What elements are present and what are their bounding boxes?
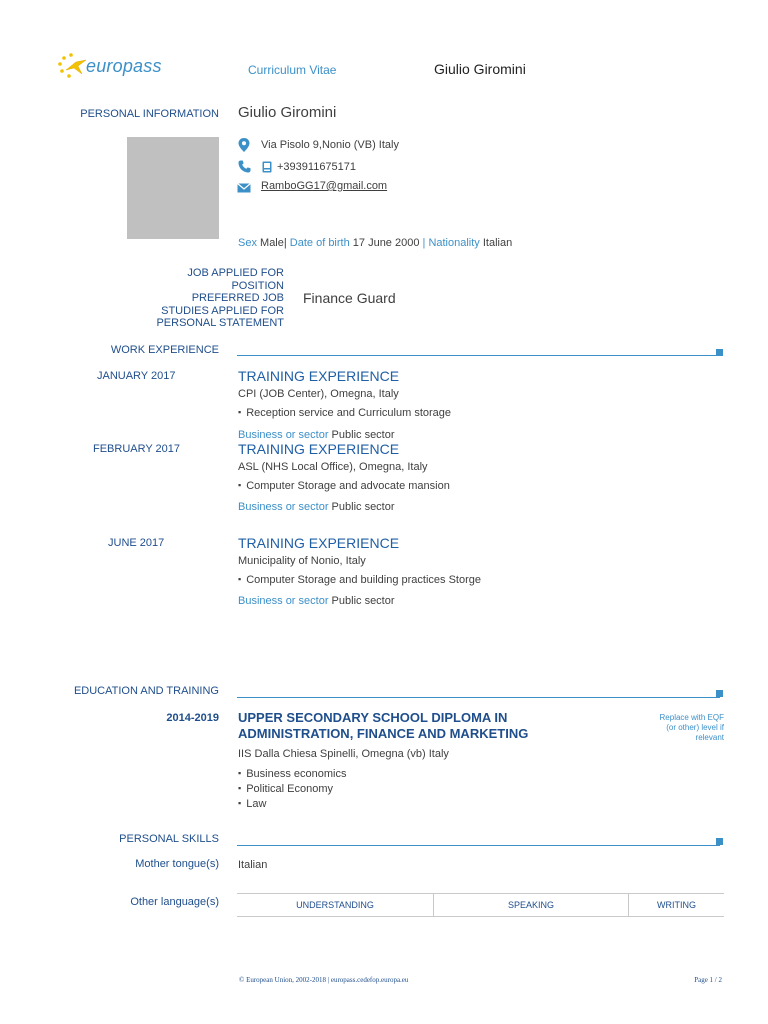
- work-entry-activity: ▪ Computer Storage and advocate mansion: [238, 480, 450, 492]
- personal-statement-label: PERSONAL STATEMENT: [156, 317, 284, 329]
- sex-label: Sex: [238, 237, 257, 249]
- doc-type: Curriculum Vitae: [248, 63, 337, 77]
- education-years: 2014-2019: [166, 712, 219, 724]
- work-experience-label: WORK EXPERIENCE: [110, 344, 219, 356]
- subject-item: ▪ Business economics: [238, 767, 346, 782]
- job-applied-labels: [84, 267, 284, 330]
- separator: |: [422, 237, 426, 249]
- job-applied-label: JOB APPLIED FOR: [187, 267, 284, 279]
- preferred-job-label: PREFERRED JOB: [191, 292, 284, 304]
- personal-details-line: [238, 237, 512, 249]
- personal-skills-label: PERSONAL SKILLS: [119, 833, 219, 845]
- work-entry-sector-line: [238, 501, 395, 513]
- work-entry-title: TRAINING EXPERIENCE: [238, 535, 400, 551]
- eqf-note-line1: Replace with EQF: [659, 713, 724, 722]
- skills-section-rule: [237, 845, 720, 846]
- work-section-rule: [237, 355, 720, 356]
- phone-icon: [238, 160, 251, 173]
- europass-logo: [56, 52, 166, 82]
- understanding-header: UNDERSTANDING: [237, 894, 434, 916]
- work-entry-date: FEBRUARY 2017: [93, 443, 181, 455]
- work-entry-title: TRAINING EXPERIENCE: [238, 441, 400, 457]
- address: Via Pisolo 9,Nonio (VB) Italy: [261, 139, 399, 151]
- footer-copyright: © European Union, 2002-2018 | europass.cedefop.europa.eu: [239, 976, 409, 984]
- education-title: [238, 710, 528, 742]
- eqf-note: [624, 713, 724, 743]
- nationality-label: Nationality: [428, 237, 480, 249]
- education-section-rule: [237, 697, 720, 698]
- other-languages-label: Other language(s): [130, 896, 219, 908]
- school-name: IIS Dalla Chiesa Spinelli, Omegna (vb) Italy: [238, 748, 449, 760]
- eqf-note-line3: relevant: [695, 733, 724, 742]
- subject-item: ▪ Law: [238, 797, 346, 812]
- work-entry-employer: Municipality of Nonio, Italy: [238, 555, 366, 567]
- mobile-icon: [262, 161, 272, 173]
- photo-placeholder: [127, 137, 219, 239]
- skills-section-rule-end: [716, 838, 723, 845]
- phone-number: +393911675171: [277, 161, 357, 173]
- subject-item: ▪ Political Economy: [238, 782, 346, 797]
- email-icon: [237, 183, 251, 193]
- logo-text: europass: [86, 56, 162, 76]
- personal-information-label: PERSONAL INFORMATION: [80, 108, 219, 120]
- business-sector-value: Public sector: [331, 501, 395, 513]
- dob-value: 17 June 2000: [352, 237, 420, 249]
- writing-header: WRITING: [657, 900, 696, 910]
- speaking-header: SPEAKING: [434, 894, 629, 916]
- location-pin-icon: [238, 138, 250, 152]
- work-entry-activity: ▪ Reception service and Curriculum storage: [238, 407, 451, 419]
- sex-value: Male|: [260, 237, 287, 249]
- language-table: [237, 893, 724, 917]
- eqf-note-line2: (or other) level if: [666, 723, 724, 732]
- job-applied-value: Finance Guard: [303, 290, 396, 306]
- work-entry-sector-line: [238, 429, 395, 441]
- personal-name: Giulio Giromini: [238, 104, 337, 121]
- dob-label: Date of birth: [289, 237, 350, 249]
- work-entry-title: TRAINING EXPERIENCE: [238, 368, 400, 384]
- header-name: Giulio Giromini: [434, 61, 526, 77]
- nationality-value: Italian: [482, 237, 513, 249]
- work-entry-employer: ASL (NHS Local Office), Omegna, Italy: [238, 461, 428, 473]
- work-entry-activity: ▪ Computer Storage and building practices Storge: [238, 574, 481, 586]
- work-entry-employer: CPI (JOB Center), Omegna, Italy: [238, 388, 399, 400]
- business-sector-value: Public sector: [331, 429, 395, 441]
- subjects-list: [238, 767, 346, 812]
- work-entry-date: JANUARY 2017: [97, 370, 176, 382]
- mother-tongue-value: Italian: [238, 859, 268, 871]
- education-title-line2: ADMINISTRATION, FINANCE AND MARKETING: [238, 726, 529, 741]
- work-entry-date: JUNE 2017: [108, 537, 165, 549]
- mother-tongue-label: Mother tongue(s): [135, 858, 219, 870]
- business-sector-label: Business or sector: [238, 595, 329, 607]
- footer-page-number: Page 1 / 2: [694, 976, 722, 984]
- business-sector-label: Business or sector: [238, 429, 329, 441]
- email-link[interactable]: RamboGG17@gmail.com: [261, 180, 388, 192]
- studies-applied-label: STUDIES APPLIED FOR: [161, 304, 284, 317]
- education-label: EDUCATION AND TRAINING: [73, 685, 219, 697]
- position-label: POSITION: [231, 279, 284, 292]
- education-section-rule-end: [716, 690, 723, 697]
- education-title-line1: UPPER SECONDARY SCHOOL DIPLOMA IN: [238, 710, 508, 725]
- work-section-rule-end: [716, 349, 723, 356]
- business-sector-value: Public sector: [331, 595, 395, 607]
- work-entry-sector-line: [238, 595, 395, 607]
- business-sector-label: Business or sector: [238, 501, 329, 513]
